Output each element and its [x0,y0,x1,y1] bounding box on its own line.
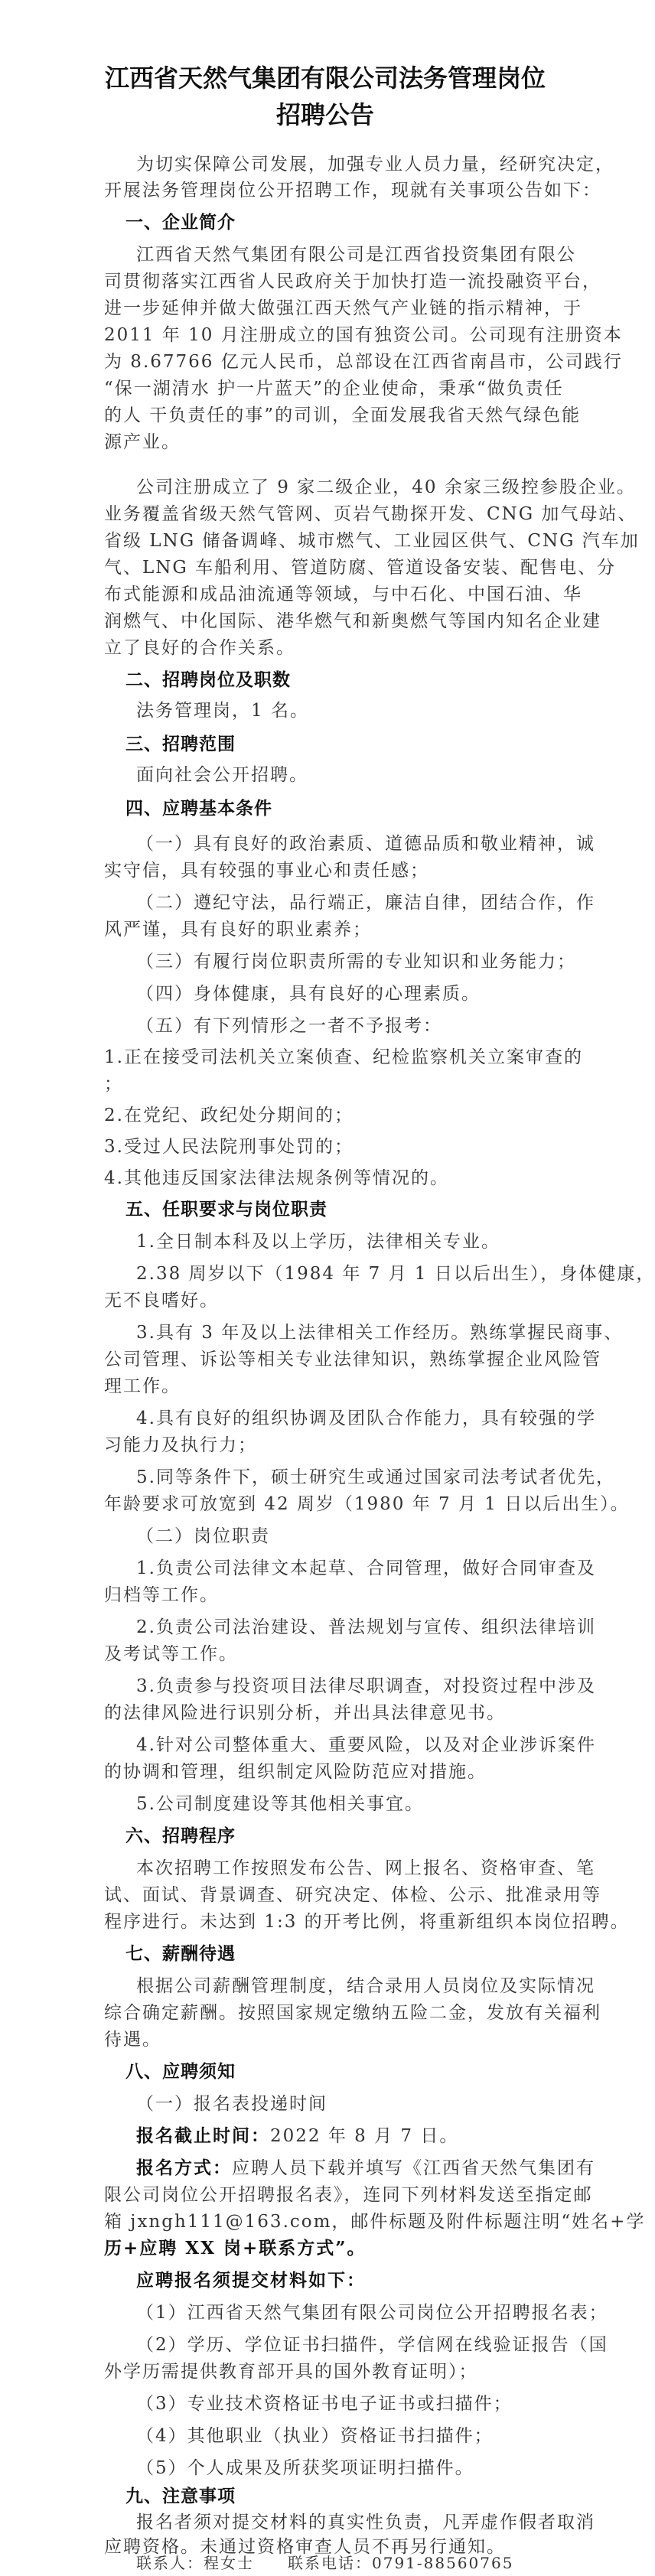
deadline-value: 2022 年 8 月 7 日。 [270,2126,459,2146]
section-heading: 六、招聘程序 [125,1826,236,1846]
paragraph-line: 限公司岗位公开招聘报名表》，连同下列材料发送至指定邮 [104,2185,593,2205]
paragraph-line: 5.同等条件下，硕士研究生或通过国家司法考试者优先， [136,1467,615,1487]
section-heading: 九、注意事项 [125,2486,236,2506]
paragraph-line: 3.负责参与投资项目法律尽职调查，对投资过程中涉及 [136,1676,596,1696]
paragraph-line: 布式能源和成品油流通等领域，与中石化、中国石油、华 [104,585,582,604]
material-item: （1）江西省天然气集团有限公司岗位公开招聘报名表； [136,2303,608,2323]
section-heading: 一、企业简介 [125,213,236,233]
section-heading: 四、应聘基本条件 [125,799,272,819]
section-heading: 五、任职要求与岗位职责 [125,1200,328,1220]
paragraph-line: 3.受过人民法院刑事处罚的； [104,1137,354,1157]
paragraph-line: 法务管理岗，1 名。 [136,701,309,721]
paragraph-line: 年龄要求可放宽到 42 周岁（1980 年 7 月 1 日以后出生）。 [104,1494,630,1514]
paragraph-line: 归档等工作。 [104,1585,219,1605]
paragraph-line: （五）有下列情形之一者不予报考： [136,1016,442,1036]
paragraph-line: 试、面试、背景调查、研究决定、体检、公示、批准录用等 [104,1885,601,1905]
paragraph-line: 风严谨，具有良好的职业素养； [104,920,372,940]
paragraph-line: 历+应聘 XX 岗+联系方式”。 [104,2238,367,2258]
notice-title-line2: 招聘公告 [275,100,374,129]
paragraph-line: 2.负责公司法治建设、普法规划与宣传、组织法律培训 [136,1617,596,1637]
paragraph-line: 2.在党纪、政纪处分期间的； [104,1106,354,1125]
paragraph-line: 的法律风险进行识别分析，并出具法律意见书。 [104,1703,506,1723]
paragraph-line: 为 8.67766 亿元人民币，总部设在江西省南昌市，公司践行 [104,352,623,372]
paragraph-line: 2.38 周岁以下（1984 年 7 月 1 日以后出生），身体健康， [136,1264,655,1284]
paragraph-line: 进一步延伸并做大做强江西天然气产业链的指示精神，于 [104,298,582,318]
material-item: （2）学历、学位证书扫描件，学信网在线验证报告（国 [136,2335,608,2355]
section-heading: 八、应聘须知 [125,2062,236,2082]
method-label: 报名方式： [136,2158,232,2178]
paragraph-line: 1.正在接受司法机关立案侦查、纪检监察机关立案审查的 [104,1047,583,1067]
deadline-line [136,2123,582,2149]
paragraph-line: 无不良嗜好。 [104,1291,219,1311]
paragraph-line: 气、LNG 车船利用、管道防腐、管道设备安装、配售电、分 [104,558,617,578]
paragraph-line: 实守信，具有较强的事业心和责任感； [104,861,429,881]
paragraph-line: 5.公司制度建设等其他相关事宜。 [136,1794,424,1814]
paragraph-line: 程序进行。未达到 1:3 的开考比例，将重新组织本岗位招聘。 [104,1912,630,1932]
paragraph-line: 应聘资格。未通过资格审查人员不再另行通知。 [104,2537,506,2557]
paragraph-line: （一）报名表投递时间 [136,2094,328,2114]
paragraph-line: 司贯彻落实江西省人民政府关于加快打造一流投融资平台， [104,272,601,291]
paragraph-line: 业务覆盖省级天然气管网、页岩气勘探开发、CNG 加气母站、 [104,504,637,524]
paragraph-line: 4.针对公司整体重大、重要风险，以及对企业涉诉案件 [136,1735,596,1755]
material-item: 外学历需提供教育部开具的国外教育证明）； [104,2362,478,2382]
paragraph-line: 源产业。 [104,432,181,452]
paragraph-line: 本次招聘工作按照发布公告、网上报名、资格审查、笔 [136,1858,595,1878]
paragraph-line: 省级 LNG 储备调峰、城市燃气、工业园区供气、CNG 汽车加 [104,531,640,551]
paragraph-line: 2011 年 10 月注册成立的国有独资公司。公司现有注册资本 [104,325,623,345]
intro-line: 为切实保障公司发展，加强专业人员力量，经研究决定， [136,155,614,174]
paragraph-line: 立了良好的合作关系。 [104,638,295,658]
paragraph-line: 综合确定薪酬。按照国家规定缴纳五险二金，发放有关福利 [104,2003,601,2023]
paragraph-line: （二）遵纪守法，品行端正，廉洁自律，团结合作，作 [136,893,595,913]
section-heading: 二、招聘岗位及职数 [125,670,291,690]
section-heading: 三、招聘范围 [125,734,236,754]
paragraph-line: 根据公司薪酬管理制度，结合录用人员岗位及实际情况 [136,1976,595,1996]
material-item: （5）个人成果及所获奖项证明扫描件。 [136,2458,474,2478]
paragraph-line: 面向社会公开招聘。 [136,765,308,785]
paragraph-line: （三）有履行岗位职责所需的专业知识和业务能力； [136,952,576,972]
paragraph-line: 及考试等工作。 [104,1644,238,1664]
paragraph-line: 4.其他违反国家法律法规条例等情况的。 [104,1168,449,1188]
paragraph-line: 公司管理、诉讼等相关专业法律知识，熟练掌握企业风险管 [104,1350,601,1369]
paragraph-line: ； [104,1074,123,1094]
section-heading: 七、薪酬待遇 [125,1944,236,1964]
paragraph-line: 润燃气、中化国际、港华燃气和新奥燃气等国内知名企业建 [104,611,601,631]
paragraph-line: 的人 干负责任的事”的司训，全面发展我省天然气绿色能 [104,405,582,425]
paragraph-line: 报名者须对提交材料的真实性负责，凡弄虚作假者取消 [136,2512,595,2532]
paragraph-line: （二）岗位职责 [136,1526,270,1546]
method-text: 应聘人员下载并填写《江西省天然气集团有 [232,2158,595,2178]
materials-title: 应聘报名须提交材料如下： [136,2270,366,2291]
paragraph-line: 理工作。 [104,1376,181,1396]
method-line [136,2155,595,2181]
paragraph-line: 4.具有良好的组织协调及团队合作能力，具有较强的学 [136,1408,596,1428]
notice-title-line1: 江西省天然气集团有限公司法务管理岗位 [104,64,546,93]
material-item: （4）其他职业（执业）资格证书扫描件； [136,2426,494,2446]
paragraph-line: （四）身体健康，具有良好的心理素质。 [136,984,481,1004]
paragraph-line: “保一湖清水 护一片蓝天”的企业使命，秉承“做负责任 [104,379,564,399]
paragraph-line: 3.具有 3 年及以上法律相关工作经历。熟练掌握民商事、 [136,1323,624,1343]
paragraph-line: 待遇。 [104,2030,161,2050]
paragraph-line: 习能力及执行力； [104,1435,257,1455]
paragraph-line: 江西省天然气集团有限公司是江西省投资集团有限公 [136,245,576,265]
paragraph-line: 1.全日制本科及以上学历，法律相关专业。 [136,1232,500,1252]
paragraph-line: 箱 jxngh111@163.com，邮件标题及附件标题注明“姓名+学 [104,2212,646,2232]
paragraph-line: 的协调和管理，组织制定风险防范应对措施。 [104,1762,487,1782]
paragraph-line: 1.负责公司法律文本起草、合同管理，做好合同审查及 [136,1558,596,1578]
deadline-label: 报名截止时间： [136,2125,270,2146]
material-item: （3）专业技术资格证书电子证书或扫描件； [136,2394,513,2414]
contact-line: 联系人：程女士 联系电话：0791-88560765 [136,2554,514,2572]
paragraph-line: （一）具有良好的政治素质、道德品质和敬业精神，诚 [136,834,595,854]
intro-line: 开展法务管理岗位公开招聘工作，现就有关事项公告如下： [104,181,601,200]
paragraph-line: 公司注册成立了 9 家二级企业，40 余家三级控参股企业。 [136,477,636,497]
